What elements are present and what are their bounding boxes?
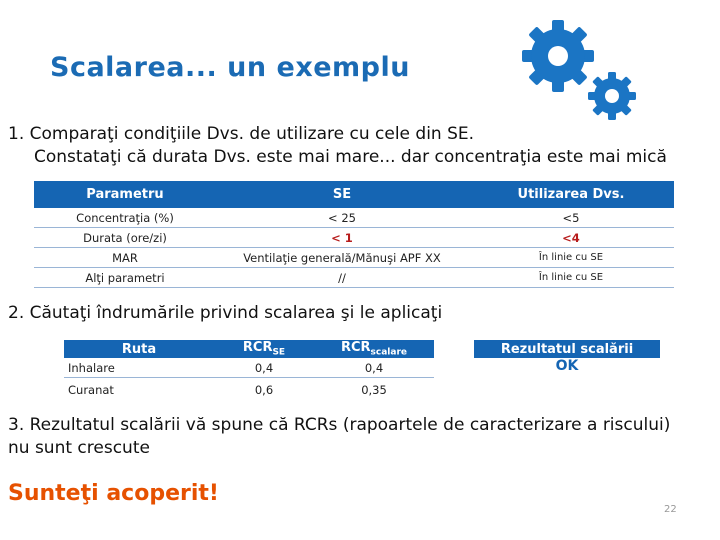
cell-param: Concentraţia (%) xyxy=(34,208,216,228)
cell-route: Curanat xyxy=(68,382,114,397)
table-row xyxy=(34,208,674,228)
point-2: 2. Căutaţi îndrumările privind scalarea şi le aplicaţi xyxy=(8,303,443,323)
table-row xyxy=(34,268,674,288)
cell-param: MAR xyxy=(34,248,216,268)
header-rezultat: Rezultatul scalării xyxy=(474,340,660,358)
header-rcr-se xyxy=(214,340,314,358)
scaling-table-header xyxy=(64,340,660,358)
header-se: SE xyxy=(216,181,468,208)
comparison-table-header xyxy=(34,181,674,208)
gears-icon xyxy=(516,16,644,126)
conclusion: Sunteţi acoperit! xyxy=(8,481,219,506)
cell-route: Inhalare xyxy=(64,358,214,378)
header-rcr-scalare-main: RCR xyxy=(340,340,371,356)
header-ruta: Ruta xyxy=(64,340,214,358)
header-rcr-se-sub: SE xyxy=(272,347,286,358)
header-parametru: Parametru xyxy=(34,181,216,208)
cell-use: În linie cu SE xyxy=(468,268,674,288)
table-row xyxy=(64,358,660,378)
header-utilizarea: Utilizarea Dvs. xyxy=(468,181,674,208)
table-row xyxy=(34,228,674,248)
result-ok: OK xyxy=(555,358,579,374)
header-rcr-scalare-sub: scalare xyxy=(370,347,408,358)
cell-use: <4 xyxy=(468,228,674,248)
cell-param: Durata (ore/zi) xyxy=(34,228,216,248)
cell-rcr-scaled: 0,35 xyxy=(361,382,387,397)
cell-rcr-se: 0,6 xyxy=(254,382,274,397)
cell-se: // xyxy=(216,268,468,288)
point-1-line-1: 1. Comparaţi condiţiile Dvs. de utilizare cu cele din SE. xyxy=(8,124,475,144)
header-rcr-se-main: RCR xyxy=(242,340,273,356)
point-3: 3. Rezultatul scalării vă spune că RCRs (rapoartele de caracterizare a riscului) nu sunt crescute xyxy=(8,415,671,458)
cell-rcr-se: 0,4 xyxy=(214,358,314,378)
scaling-table xyxy=(64,340,660,402)
table-row xyxy=(34,248,674,268)
point-1 xyxy=(8,123,667,169)
cell-use: În linie cu SE xyxy=(468,248,674,268)
cell-se: < 1 xyxy=(216,228,468,248)
slide-title: Scalarea... un exemplu xyxy=(50,52,410,83)
cell-se: Ventilaţie generală/Mănuşi APF XX xyxy=(216,248,468,268)
cell-rcr-scaled: 0,4 xyxy=(314,358,434,378)
cell-use: <5 xyxy=(468,208,674,228)
page-number: 22 xyxy=(664,504,677,515)
header-rcr-scalare xyxy=(314,340,434,358)
point-1-line-2: Constataţi că durata Dvs. este mai mare... dar concentraţia este mai mică xyxy=(34,147,667,167)
cell-se: < 25 xyxy=(216,208,468,228)
cell-param: Alţi parametri xyxy=(34,268,216,288)
comparison-table xyxy=(34,181,674,288)
